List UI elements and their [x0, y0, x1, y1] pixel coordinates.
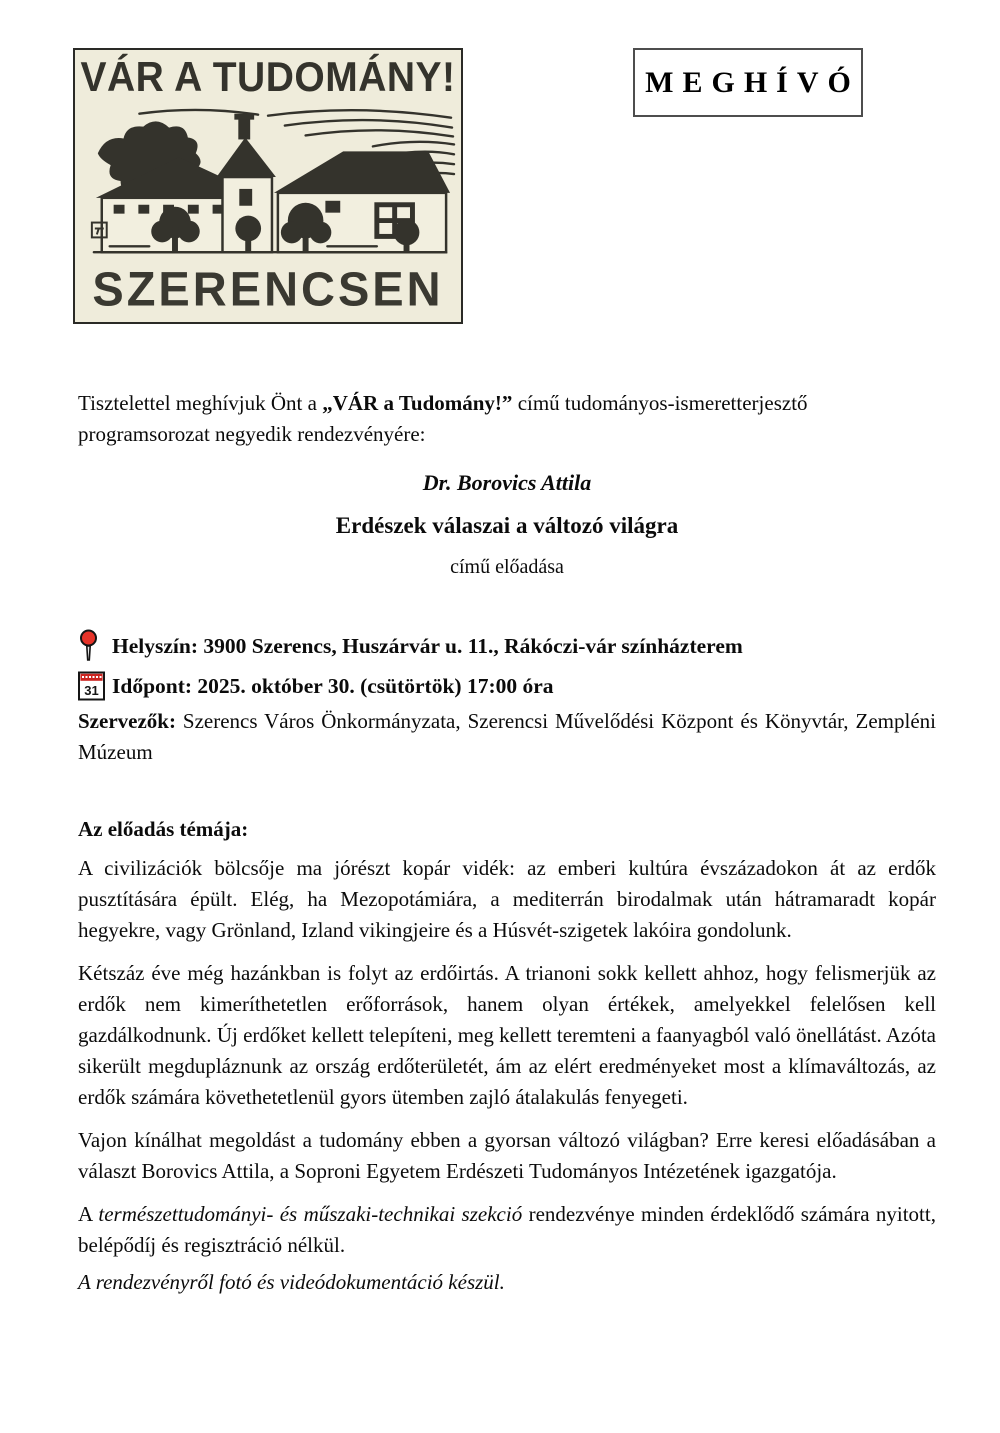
tower-roof	[217, 137, 276, 177]
admission-part1: A	[78, 1202, 99, 1226]
organizers-paragraph	[78, 706, 936, 768]
right-wing-roof	[274, 151, 450, 193]
event-details	[78, 626, 936, 706]
lecture-title: Erdészek válaszai a változó világra	[335, 513, 679, 538]
lecture-title-suffix: című előadása	[450, 556, 564, 578]
topic-heading: Az előadás témája:	[78, 817, 249, 841]
logo-title: VÁR A TUDOMÁNY!	[80, 54, 456, 101]
calendar-icon	[78, 671, 112, 701]
speaker-name: Dr. Borovics Attila	[422, 470, 592, 495]
program-series-title: „VÁR a Tudomány!”	[322, 391, 513, 415]
location-text: Helyszín: 3900 Szerencs, Huszárvár u. 11., Rákóczi-vár színházterem	[112, 633, 743, 658]
section-name: természettudományi- és műszaki-technikai szekció	[98, 1202, 523, 1226]
organizers-text: Szerencs Város Önkormányzata, Szerencsi Művelődési Központ és Könyvtár, Zempléni Múzeum	[78, 709, 936, 764]
castle-woodcut-illustration	[80, 102, 456, 260]
calendar-day: 31	[84, 683, 99, 698]
admission-part2: rendezvénye minden érdeklődő számára nyitott, belépődíj és regisztráció nélkül.	[78, 1202, 936, 1257]
logo-subtitle: SZERENCSEN	[92, 261, 444, 316]
invitation-badge	[633, 48, 863, 117]
invitation-badge-label: MEGHÍVÓ	[645, 65, 860, 99]
time-row	[78, 666, 936, 706]
topic-paragraph-2: Kétszáz éve még hazánkban is folyt az erdőirtás. A trianoni sokk kellett ahhoz, hogy felismerjük az erdők nem kimeríthetetlen erőforrások, hanem olyan értékek, amelyekkel felelősen kell gazdálkodnunk. Új erdőket kellett telepíteni, meg kellett teremteni a faanyagból való önellátást. Azóta sikerült megdupláznunk az ország erdőterületét, ám az elért eredményeket most a klímaváltozás, az erdők számára követhetetlenül gyors ütemben zajló átalakulás fenyegeti.	[78, 961, 936, 1109]
document-body	[78, 388, 936, 1298]
intro-paragraph	[78, 388, 936, 450]
organizers-label: Szervezők:	[78, 709, 183, 733]
event-logo	[73, 48, 463, 324]
topic-paragraph-3: Vajon kínálhat megoldást a tudomány ebben a gyorsan változó világban? Erre keresi előadásában a választ Borovics Attila, a Soproni Egyetem Erdészeti Tudományos Intézetének igazgatója.	[78, 1128, 936, 1183]
admission-note	[78, 1199, 936, 1261]
chimney-cap	[234, 114, 254, 120]
media-note: A rendezvényről fotó és videódokumentáció készül.	[78, 1270, 505, 1294]
location-pin-icon	[78, 629, 112, 663]
location-row	[78, 626, 936, 666]
topic-paragraph-1: A civilizációk bölcsője ma jórészt kopár vidék: az emberi kultúra évszázadokon át az erdők pusztítására épült. Elég, ha Mezopotámiára, a mediterrán birodalmak után hátramaradt kopár hegyekre, vagy Grönland, Izland vikingjeire és a Húsvét-szigetek lakóira gondolunk.	[78, 856, 936, 942]
chimney	[238, 118, 250, 140]
right-wing-window-small	[325, 201, 340, 213]
intro-part1: Tisztelettel meghívjuk Önt a	[78, 391, 323, 415]
time-text: Időpont: 2025. október 30. (csütörtök) 17:00 óra	[112, 673, 554, 698]
intro-part3: című tudományos-ismeretterjesztő programsorozat negyedik rendezvényére:	[78, 391, 808, 446]
tower-window-upper	[239, 189, 252, 206]
